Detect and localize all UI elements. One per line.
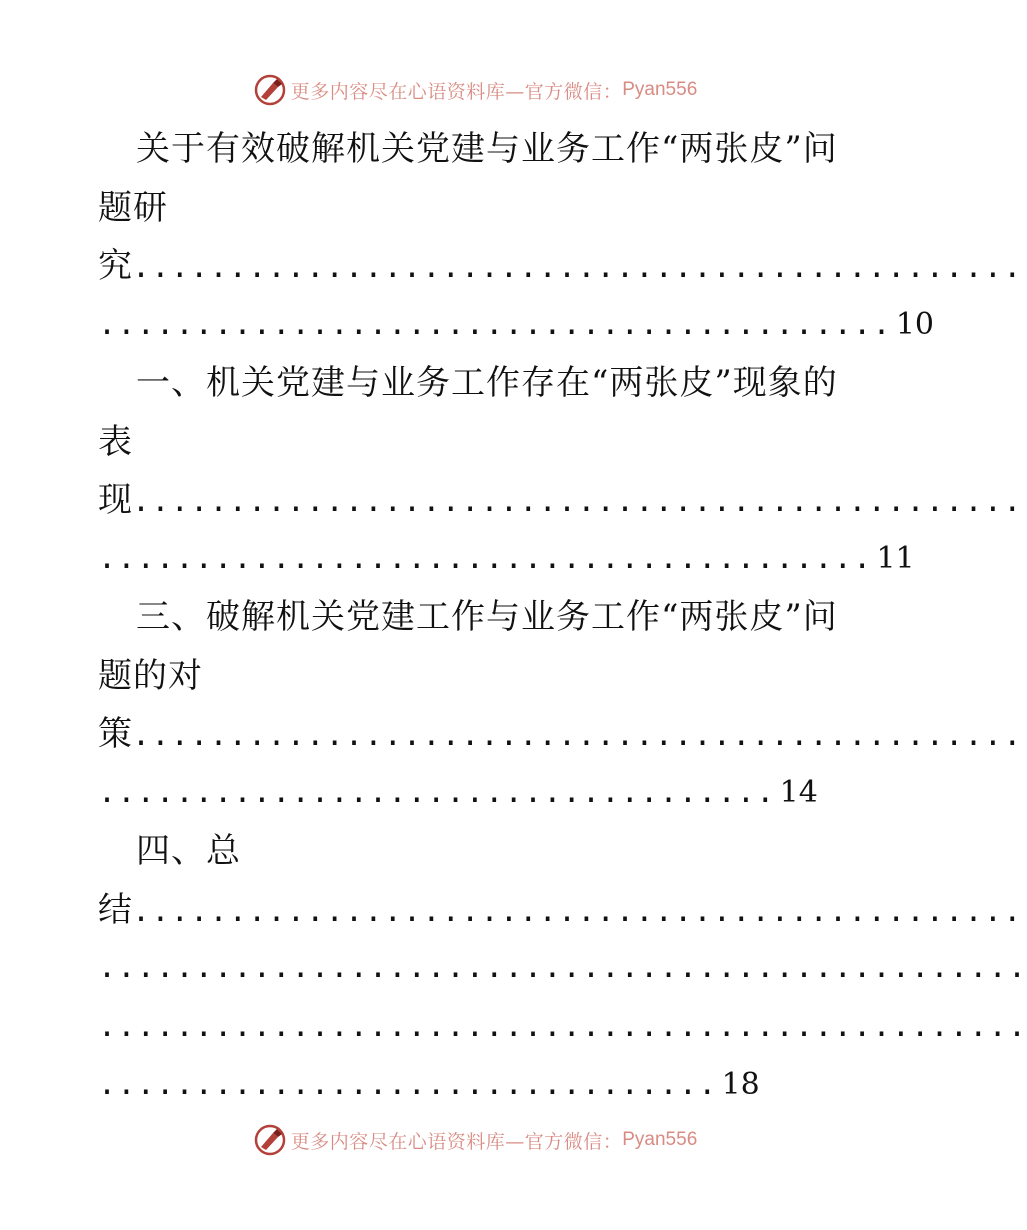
toc-entry-1-page: 10 bbox=[895, 306, 935, 342]
toc-entry-3-title-cont: 题的对 bbox=[98, 655, 203, 696]
pen-nib-logo-icon bbox=[253, 73, 287, 107]
toc-entry-3-title: 三、破解机关党建工作与业务工作“两张皮”问 bbox=[136, 597, 838, 637]
table-of-contents bbox=[98, 120, 1027, 1115]
toc-entry-1-lead-char: 究 bbox=[98, 246, 132, 286]
dot-leader: .............................................. bbox=[132, 484, 1023, 519]
toc-entry-2-leader-end bbox=[98, 530, 915, 589]
watermark-header bbox=[0, 70, 950, 110]
dot-leader: .............................................. bbox=[132, 893, 1023, 929]
watermark-text: 更多内容尽在心语资料库—官方微信： bbox=[290, 1130, 623, 1153]
pen-nib-logo-icon bbox=[253, 1123, 287, 1157]
toc-entry-4-leader bbox=[98, 881, 1023, 940]
toc-entry-1-title-cont: 题研 bbox=[98, 187, 168, 228]
toc-entry-4-leader-2 bbox=[98, 939, 1027, 998]
watermark-text: 更多内容尽在心语资料库—官方微信： bbox=[290, 80, 623, 103]
toc-entry-1-leader bbox=[98, 237, 1023, 296]
dot-leader: .............................................. bbox=[132, 718, 1023, 753]
dot-leader: ................................ bbox=[98, 1067, 718, 1102]
watermark-footer bbox=[0, 1120, 950, 1160]
toc-entry-2-title: 一、机关党建与业务工作存在“两张皮”现象的 bbox=[136, 363, 838, 403]
toc-entry-1-leader-end bbox=[98, 296, 935, 355]
toc-entry-4-title: 四、总 bbox=[136, 831, 241, 871]
toc-entry-1-title: 关于有效破解机关党建与业务工作“两张皮”问 bbox=[136, 129, 838, 169]
dot-leader: ......................................... bbox=[98, 306, 892, 342]
dot-leader: ................................................ bbox=[98, 1008, 1027, 1044]
toc-entry-2-title-cont: 表 bbox=[98, 421, 133, 462]
toc-entry-2-page: 11 bbox=[876, 540, 915, 576]
toc-entry-4-lead-char: 结 bbox=[98, 889, 132, 930]
toc-entry-3-leader bbox=[98, 705, 1023, 764]
dot-leader: ................................................ bbox=[98, 950, 1027, 985]
toc-entry-4-leader-end bbox=[98, 1056, 850, 1115]
dot-leader: .............................................. bbox=[132, 250, 1023, 285]
toc-entry-2-leader bbox=[98, 471, 1023, 530]
toc-entry-3-lead-char: 策 bbox=[98, 714, 132, 754]
dot-leader: ........................................ bbox=[98, 540, 873, 576]
toc-entry-3-page: 14 bbox=[779, 774, 818, 810]
watermark-wechat-id: Pyan556 bbox=[622, 79, 698, 100]
toc-entry-2-lead-char: 现 bbox=[98, 480, 132, 520]
toc-entry-3-leader-end bbox=[98, 764, 850, 823]
dot-leader: ................................... bbox=[98, 774, 776, 810]
toc-entry-4-leader-3 bbox=[98, 998, 1027, 1057]
toc-entry-4-page: 18 bbox=[721, 1067, 760, 1102]
watermark-wechat-id: Pyan556 bbox=[622, 1129, 698, 1150]
